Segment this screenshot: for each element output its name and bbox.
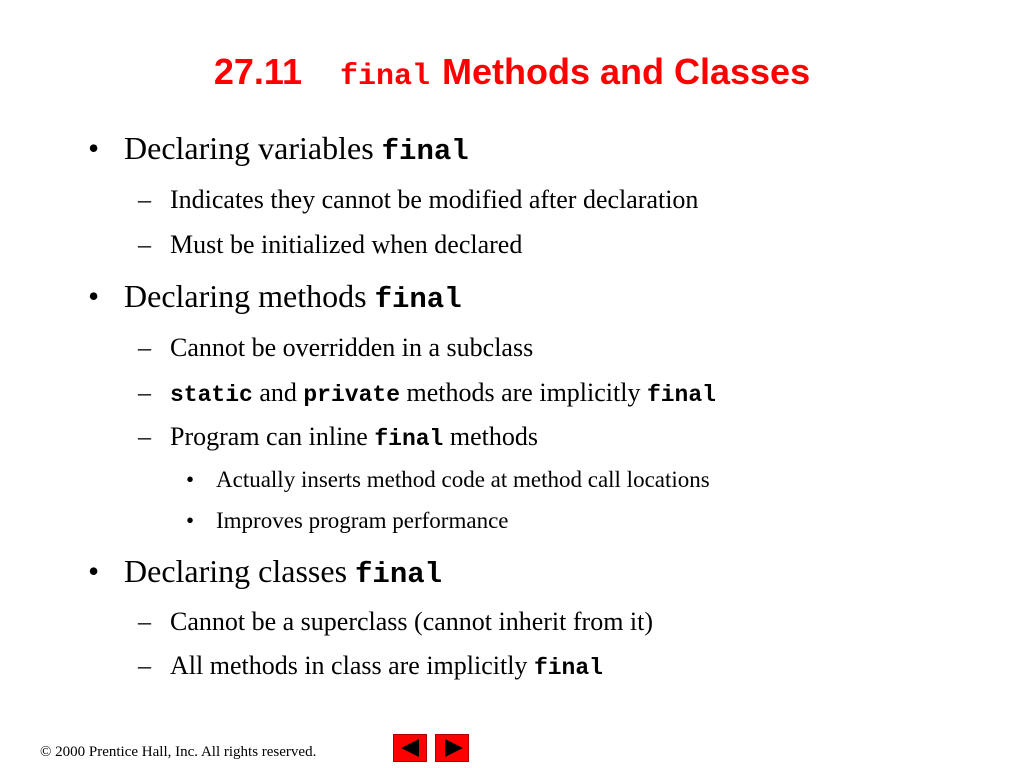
- subbullet-text: Program can inline: [170, 422, 375, 451]
- subsubbullet-text: Actually inserts method code at method call locations: [216, 467, 710, 492]
- copyright-footer: © 2000 Prentice Hall, Inc. All rights reserved.: [40, 744, 317, 760]
- subbullet-text: All methods in class are implicitly: [170, 651, 534, 680]
- dash-marker: –: [138, 422, 151, 451]
- slide-title: [0, 46, 1024, 103]
- subbullet-text: Cannot be a superclass (cannot inherit from it): [170, 607, 654, 636]
- dash-marker: –: [138, 651, 151, 680]
- subbullet-text: methods are implicitly: [400, 378, 647, 407]
- bullet-keyword: final: [355, 558, 443, 591]
- subsubbullet-inserts-code: [186, 465, 710, 495]
- bullet-keyword: final: [381, 135, 469, 168]
- bullet-marker: •: [186, 467, 195, 492]
- subbullet-text: Indicates they cannot be modified after declaration: [170, 185, 699, 214]
- subbullet-text: and: [252, 378, 304, 407]
- bullet-marker: •: [88, 278, 100, 314]
- title-text: Methods and Classes: [442, 51, 811, 92]
- subbullet-text: Cannot be overridden in a subclass: [170, 333, 534, 362]
- subbullet-inline: [138, 420, 538, 456]
- subbullet-all-methods-final: [138, 649, 603, 685]
- dash-marker: –: [138, 607, 151, 636]
- bullet-text: Declaring methods: [124, 278, 375, 314]
- subsubbullet-performance: [186, 506, 509, 536]
- bullet-declaring-classes: [88, 551, 442, 595]
- bullet-marker: •: [88, 553, 100, 589]
- subbullet-cannot-modify: [138, 183, 698, 217]
- subbullet-must-initialize: [138, 228, 522, 262]
- keyword-private: private: [303, 382, 400, 408]
- subbullet-static-private: [138, 376, 716, 412]
- dash-marker: –: [138, 333, 151, 362]
- next-slide-button[interactable]: [435, 734, 469, 762]
- bullet-marker: •: [186, 508, 195, 533]
- keyword-static: static: [170, 382, 253, 408]
- subbullet-text: methods: [443, 422, 538, 451]
- bullet-keyword: final: [374, 283, 462, 316]
- subbullet-cannot-override: [138, 331, 533, 365]
- previous-slide-button[interactable]: [393, 734, 427, 762]
- keyword-final: final: [533, 655, 603, 681]
- dash-marker: –: [138, 230, 151, 259]
- bullet-text: Declaring variables: [124, 130, 382, 166]
- bullet-declaring-variables: [88, 128, 469, 172]
- bullet-declaring-methods: [88, 276, 462, 320]
- dash-marker: –: [138, 185, 151, 214]
- subbullet-text: Must be initialized when declared: [170, 230, 523, 259]
- keyword-final: final: [374, 426, 444, 452]
- right-triangle-icon: [445, 739, 463, 757]
- left-triangle-icon: [401, 739, 419, 757]
- dash-marker: –: [138, 378, 151, 407]
- subbullet-cannot-superclass: [138, 605, 653, 639]
- bullet-marker: •: [88, 130, 100, 166]
- keyword-final: final: [646, 382, 716, 408]
- bullet-text: Declaring classes: [124, 553, 356, 589]
- subsubbullet-text: Improves program performance: [216, 508, 509, 533]
- title-keyword: final: [339, 60, 430, 94]
- section-number: 27.11: [213, 51, 302, 92]
